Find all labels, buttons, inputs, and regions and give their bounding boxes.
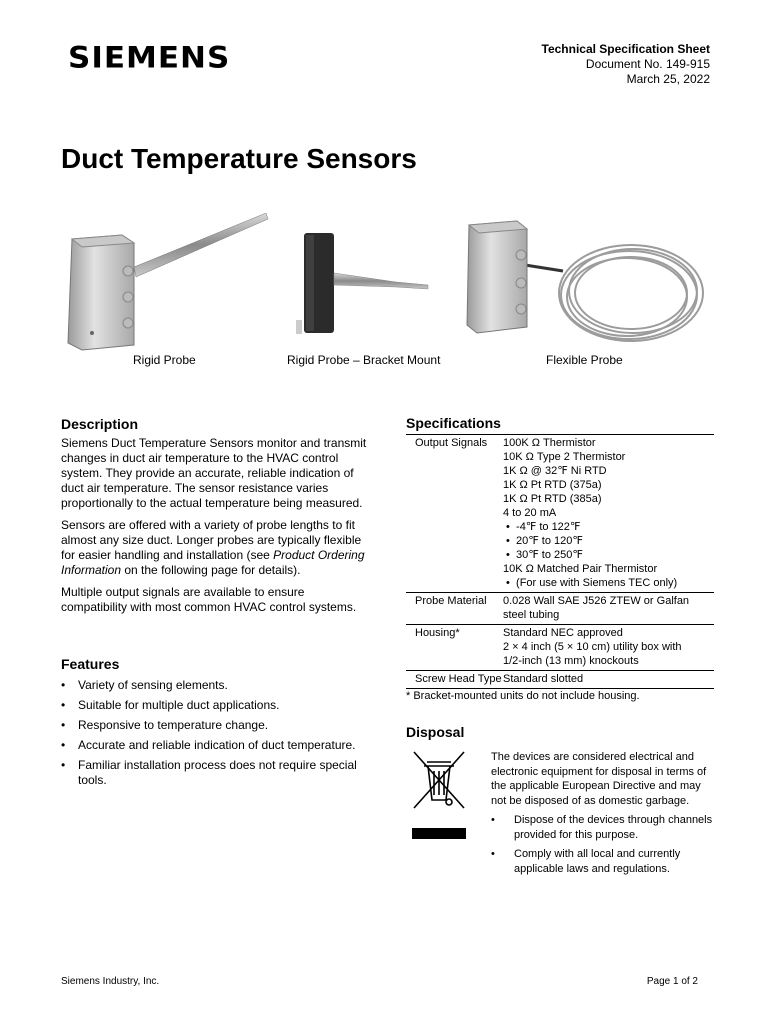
tec-note: • (For use with Siemens TEC only) <box>503 577 678 589</box>
housing-footnote: * Bracket-mounted units do not include housing. <box>406 690 640 702</box>
footer-company: Siemens Industry, Inc. <box>61 976 160 987</box>
tec-note-text: (For use with Siemens TEC only) <box>516 577 678 589</box>
weee-crossed-bin-icon <box>410 748 468 840</box>
list-item <box>61 758 369 788</box>
page-title: Duct Temperature Sensors <box>61 143 417 174</box>
range-text: 30℉ to 250℉ <box>516 549 583 561</box>
bullet-icon: • <box>61 738 66 752</box>
feature-text: Variety of sensing elements. <box>78 678 228 692</box>
disposal-bullet-text: Dispose of the devices through channels provided for this purpose. <box>514 814 713 841</box>
rigid-probe-image <box>62 205 272 355</box>
table-row <box>406 593 714 625</box>
range-text: 20℉ to 120℉ <box>516 535 583 547</box>
bullet-icon: • <box>491 814 495 826</box>
bullet-icon: • <box>61 698 66 712</box>
list-item <box>61 698 369 713</box>
features-section <box>61 657 369 793</box>
bullet-icon: • <box>491 848 495 860</box>
range-item: • 30℉ to 250℉ <box>503 549 583 561</box>
probe-material-value: 0.028 Wall SAE J526 ZTEW or Galfan steel tubing <box>503 593 714 625</box>
housing-line: 2 × 4 inch (5 × 10 cm) utility box with <box>503 641 682 653</box>
screw-head-label: Screw Head Type <box>406 671 503 689</box>
feature-text: Familiar installation process does not require special tools. <box>78 758 357 787</box>
specifications-table <box>406 434 714 689</box>
product-ordering-reference: Product Ordering Information <box>61 548 365 577</box>
output-line: 100K Ω Thermistor <box>503 437 596 449</box>
list-item <box>61 718 369 733</box>
bullet-icon: • <box>61 678 66 692</box>
disposal-bullet-text: Comply with all local and currently applicable laws and regulations. <box>514 848 681 875</box>
output-line: 10K Ω Type 2 Thermistor <box>503 451 626 463</box>
output-signals-value <box>503 435 714 593</box>
doc-number: Document No. 149-915 <box>585 57 710 71</box>
output-line: 1K Ω @ 32℉ Ni RTD <box>503 465 607 477</box>
features-heading: Features <box>61 656 120 672</box>
rigid-probe-caption: Rigid Probe <box>133 353 196 367</box>
list-item <box>491 813 717 842</box>
bracket-mount-image <box>296 225 436 340</box>
siemens-logo: SIEMENS <box>68 40 231 76</box>
screw-head-value: Standard slotted <box>503 671 714 689</box>
description-section <box>61 417 369 622</box>
disposal-text <box>491 750 717 881</box>
range-text: -4℉ to 122℉ <box>516 521 581 533</box>
disposal-heading: Disposal <box>406 724 465 740</box>
document-info <box>542 42 711 87</box>
bullet-icon: • <box>61 718 66 732</box>
specifications-section <box>406 416 714 703</box>
doc-type: Technical Specification Sheet <box>541 42 710 56</box>
table-row <box>406 435 714 593</box>
range-item: • 20℉ to 120℉ <box>503 535 583 547</box>
feature-text: Accurate and reliable indication of duct temperature. <box>78 738 356 752</box>
footer-page-number: Page 1 of 2 <box>646 976 698 987</box>
housing-label: Housing* <box>406 625 503 671</box>
description-heading: Description <box>61 416 139 432</box>
doc-date: March 25, 2022 <box>626 72 710 86</box>
output-line: 4 to 20 mA <box>503 507 557 519</box>
output-line: 1K Ω Pt RTD (385a) <box>503 493 602 505</box>
output-line: 1K Ω Pt RTD (375a) <box>503 479 602 491</box>
disposal-section <box>406 725 716 740</box>
disposal-paragraph: The devices are considered electrical and electronic equipment for disposal in terms of the applicable European Directive and may not be disposed of as domestic garbage. <box>491 751 707 807</box>
bullet-icon: • <box>61 758 66 772</box>
table-row <box>406 625 714 671</box>
output-signals-label: Output Signals <box>406 435 503 593</box>
list-item <box>491 847 717 876</box>
list-item <box>61 678 369 693</box>
feature-text: Responsive to temperature change. <box>78 718 269 732</box>
features-list <box>61 678 369 788</box>
description-paragraph-3: Multiple output signals are available to ensure compatibility with most common HVAC control systems. <box>61 585 357 614</box>
probe-material-label: Probe Material <box>406 593 503 625</box>
feature-text: Suitable for multiple duct applications. <box>78 698 280 712</box>
specifications-heading: Specifications <box>406 415 501 431</box>
output-line: 10K Ω Matched Pair Thermistor <box>503 563 658 575</box>
table-row <box>406 671 714 689</box>
list-item <box>61 738 369 753</box>
description-paragraph-2 <box>61 518 369 578</box>
bracket-mount-caption: Rigid Probe – Bracket Mount <box>287 353 441 367</box>
description-p2-text: Sensors are offered with a variety of probe lengths to fit almost any size duct. Longer probes are typically flexible for easier handling and installation (see <box>61 518 362 562</box>
flexible-probe-caption: Flexible Probe <box>546 353 623 367</box>
disposal-list <box>491 813 717 876</box>
flexible-probe-image <box>463 215 713 350</box>
description-paragraph-1: Siemens Duct Temperature Sensors monitor and transmit changes in duct air temperature to the HVAC control system. They provide an accurate, reliable indication of duct air temperature. The sensor resistance varies proportionally to the actual temperature being measured. <box>61 436 367 510</box>
range-item: • -4℉ to 122℉ <box>503 521 581 533</box>
description-p2-text-end: on the following page for details). <box>121 563 301 577</box>
housing-value <box>503 625 714 671</box>
housing-line: Standard NEC approved <box>503 627 623 639</box>
housing-line: 1/2-inch (13 mm) knockouts <box>503 655 639 667</box>
